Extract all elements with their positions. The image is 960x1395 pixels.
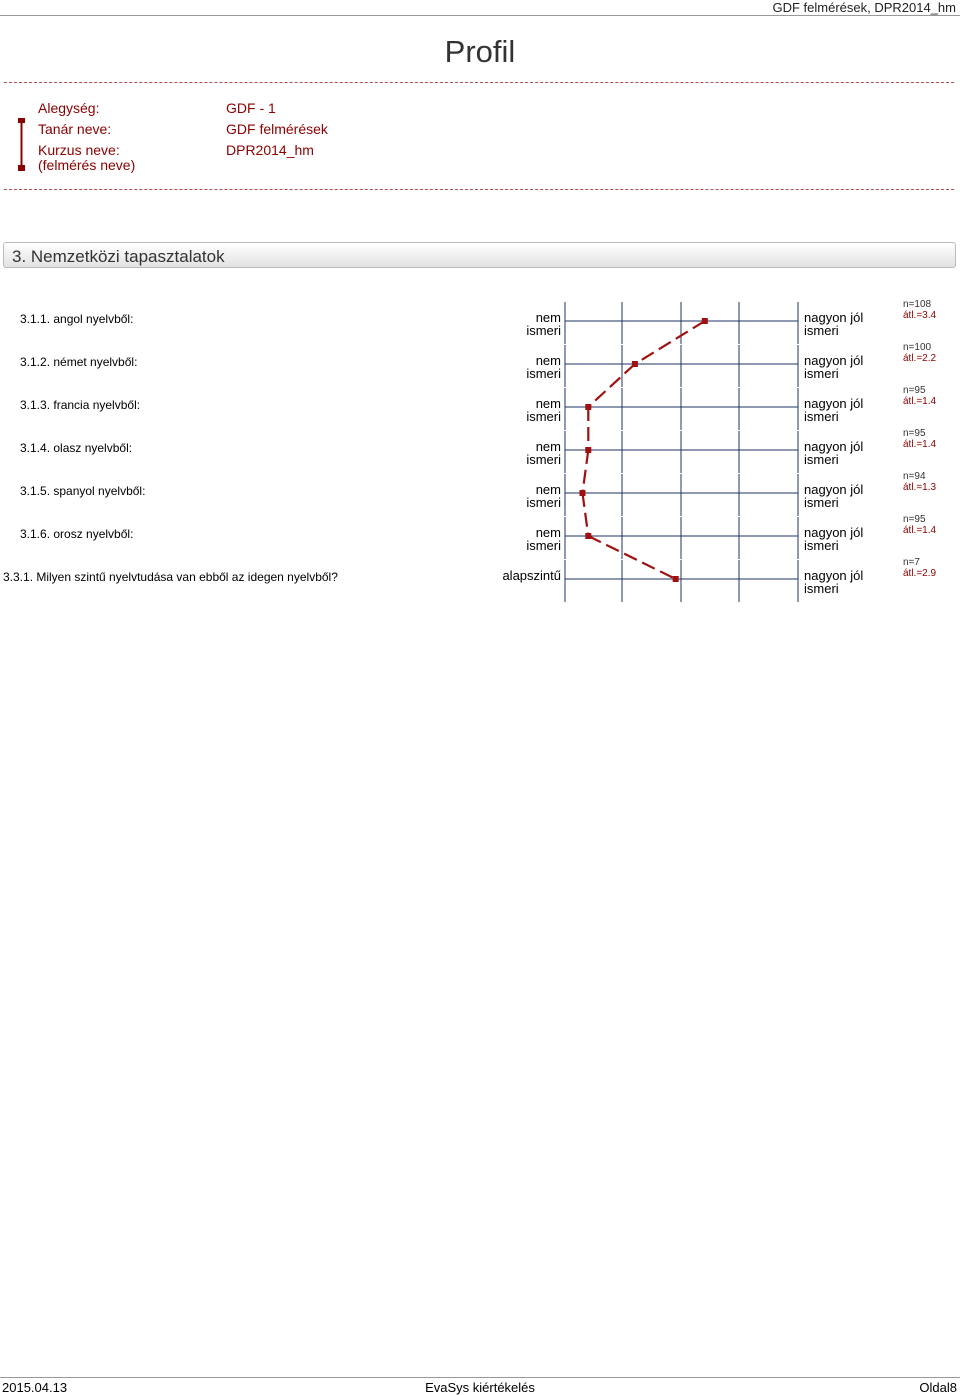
item-label: 3.1.4. olasz nyelvből:: [20, 441, 133, 455]
teacher-label: Tanár neve:: [38, 121, 112, 137]
footer-center: EvaSys kiértékelés: [425, 1380, 535, 1395]
item-label: 3.1.6. orosz nyelvből:: [20, 527, 134, 541]
item-average: átl.=1.3: [903, 482, 937, 493]
item-label: 3.1.5. spanyol nyelvből:: [20, 484, 146, 498]
mean-marker: [673, 576, 679, 582]
left-anchor-line-1: nem: [535, 396, 561, 411]
course-value: DPR2014_hm: [226, 142, 314, 158]
item-n: n=95: [903, 514, 926, 525]
footer-date: 2015.04.13: [2, 1380, 68, 1395]
right-anchor-line-2: ismeri: [804, 581, 839, 596]
left-anchor-line-2: ismeri: [526, 409, 561, 424]
right-anchor-line-2: ismeri: [804, 366, 839, 381]
item-n: n=108: [903, 299, 932, 310]
left-anchor-line-1: alapszintű: [502, 568, 561, 583]
item-n: n=95: [903, 385, 926, 396]
footer-page: Oldal8: [919, 1380, 957, 1395]
left-anchor-line-2: ismeri: [526, 538, 561, 553]
mean-marker: [702, 318, 708, 324]
right-anchor-line-1: nagyon jól: [804, 396, 864, 411]
mean-marker: [579, 490, 585, 496]
right-anchor-line-1: nagyon jól: [804, 310, 864, 325]
teacher-value: GDF felmérések: [226, 121, 328, 137]
item-average: átl.=1.4: [903, 525, 937, 536]
right-anchor-line-1: nagyon jól: [804, 353, 864, 368]
item-average: átl.=2.2: [903, 353, 937, 364]
item-n: n=100: [903, 342, 932, 353]
header-title: GDF felmérések, DPR2014_hm: [772, 0, 956, 15]
left-anchor-line-1: nem: [535, 482, 561, 497]
left-anchor-line-2: ismeri: [526, 495, 561, 510]
left-anchor-line-2: ismeri: [526, 366, 561, 381]
item-average: átl.=1.4: [903, 439, 937, 450]
right-anchor-line-2: ismeri: [804, 495, 839, 510]
right-anchor-line-2: ismeri: [804, 409, 839, 424]
item-n: n=95: [903, 428, 926, 439]
mean-marker: [585, 404, 591, 410]
right-anchor-line-1: nagyon jól: [804, 439, 864, 454]
right-anchor-line-1: nagyon jól: [804, 568, 864, 583]
left-anchor-line-1: nem: [535, 310, 561, 325]
right-anchor-line-2: ismeri: [804, 323, 839, 338]
item-label: 3.1.2. német nyelvből:: [20, 355, 138, 369]
left-anchor-line-1: nem: [535, 525, 561, 540]
item-average: átl.=2.9: [903, 568, 937, 579]
profile-chart: [0, 0, 960, 620]
profile-segment: [635, 321, 705, 364]
left-anchor-line-1: nem: [535, 439, 561, 454]
course-label: Kurzus neve:: [38, 142, 120, 158]
course-label-note: (felmérés neve): [38, 157, 136, 173]
item-average: átl.=1.4: [903, 396, 937, 407]
profile-segment: [582, 450, 588, 493]
item-n: n=94: [903, 471, 926, 482]
unit-label: Alegység:: [38, 100, 100, 116]
right-anchor-line-2: ismeri: [804, 452, 839, 467]
mean-marker: [585, 533, 591, 539]
left-anchor-line-1: nem: [535, 353, 561, 368]
profile-segment: [588, 364, 635, 407]
left-anchor-line-2: ismeri: [526, 323, 561, 338]
item-n: n=7: [903, 557, 920, 568]
page-title: Profil: [444, 34, 516, 69]
mean-marker: [632, 361, 638, 367]
unit-value: GDF - 1: [226, 100, 276, 116]
footer-rule: [0, 1377, 960, 1378]
right-anchor-line-1: nagyon jól: [804, 482, 864, 497]
mean-marker: [585, 447, 591, 453]
profile-segment: [588, 536, 675, 579]
item-label: 3.1.3. francia nyelvből:: [20, 398, 141, 412]
item-label: 3.3.1. Milyen szintű nyelvtudása van ebből az idegen nyelvből?: [3, 570, 338, 584]
item-label: 3.1.1. angol nyelvből:: [20, 312, 134, 326]
right-anchor-line-2: ismeri: [804, 538, 839, 553]
profile-segment: [582, 493, 588, 536]
section-title: 3. Nemzetközi tapasztalatok: [12, 247, 225, 266]
right-anchor-line-1: nagyon jól: [804, 525, 864, 540]
item-average: átl.=3.4: [903, 310, 937, 321]
left-anchor-line-2: ismeri: [526, 452, 561, 467]
